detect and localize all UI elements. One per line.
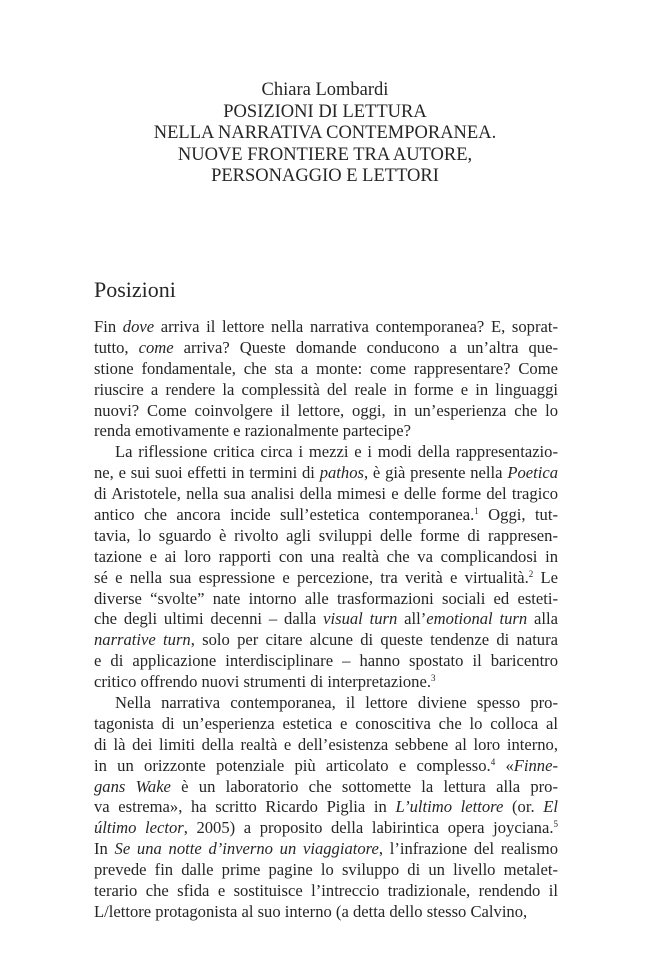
text-line: [94, 839, 558, 860]
italic-text: pathos: [319, 463, 364, 483]
text-line: [94, 693, 558, 714]
text-run: sé e nella sua espressione e percezione, tra verità e virtualità.: [94, 567, 529, 587]
text-line: [94, 317, 558, 338]
text-line: [94, 881, 558, 902]
text-run: terario che sfida e sostituisce l’intreccio tradizionale, rendendo il: [94, 881, 558, 901]
text-line: [94, 902, 558, 923]
text-line: [94, 735, 558, 756]
text-line: [94, 442, 558, 463]
text-run: prevede fin dalle prime pagine lo sviluppo di un livello metalet-: [94, 860, 558, 880]
text-run: , l’infrazione del realismo: [378, 839, 558, 859]
italic-text: El: [543, 797, 558, 817]
author-name: Chiara Lombardi: [261, 80, 389, 100]
text-run: arriva? Queste domande conducono a un’altra que-: [173, 337, 558, 357]
text-run: «: [495, 755, 514, 775]
footnote-ref: 5: [553, 819, 558, 830]
paragraph: [94, 317, 558, 442]
text-run: Le: [533, 567, 558, 587]
text-run: alla: [527, 609, 558, 629]
text-run: che degli ultimi decenni – dalla: [94, 609, 324, 629]
text-run: Oggi, tut-: [478, 505, 558, 525]
text-run: all’: [397, 609, 427, 629]
text-run: in un orizzonte potenziale più articolato e complesso.: [94, 755, 491, 775]
footnote-ref: 1: [474, 506, 479, 517]
italic-text: último lector: [94, 818, 184, 838]
text-run: arriva il lettore nella narrativa contemporanea? E, soprat-: [154, 317, 558, 336]
footnote-ref: 3: [431, 673, 436, 684]
text-line: [94, 672, 558, 693]
text-run: di Aristotele, nella sua analisi della mimesi e delle forme del tragico: [94, 484, 558, 504]
text-line: [94, 756, 558, 777]
text-line: [94, 860, 558, 881]
text-line: [94, 818, 558, 839]
text-line: [94, 526, 558, 547]
italic-text: Poetica: [507, 463, 558, 483]
italic-text: narrative turn: [94, 630, 191, 650]
text-run: tazione e ai loro rapporti con una realtà che va complicandosi in: [94, 546, 558, 566]
text-run: va estrema», ha scritto Ricardo Piglia in: [94, 797, 396, 817]
text-line: [94, 797, 558, 818]
footnote-ref: 4: [490, 756, 496, 767]
text-line: [94, 777, 558, 798]
text-run: Fin: [94, 317, 123, 336]
text-line: [94, 421, 558, 442]
text-line: [94, 609, 558, 630]
text-run: (or.: [503, 797, 544, 817]
text-run: Nella narrativa contemporanea, il lettore diviene spesso pro-: [115, 693, 558, 713]
text-run: riuscire a rendere la complessità del reale in forme e in linguaggi: [94, 379, 558, 399]
text-line: [94, 630, 558, 651]
text-run: ne, e sui suoi effetti in termini di: [94, 463, 320, 483]
text-run: di là dei limiti della realtà e dell’esistenza sebbene al loro interno,: [94, 734, 558, 754]
text-run: In: [94, 839, 115, 859]
paragraph: [94, 442, 558, 693]
text-run: L/lettore protagonista al suo interno (a detta dello stesso Calvino,: [94, 901, 528, 921]
body-text: [94, 317, 558, 923]
footnote-ref: 2: [528, 568, 534, 579]
text-line: [94, 463, 558, 484]
italic-text: visual turn: [323, 609, 398, 629]
italic-text: come: [138, 337, 174, 357]
italic-text: dove: [122, 317, 155, 336]
text-line: [94, 338, 558, 359]
text-run: antico che ancora incide sull’estetica contemporanea.: [94, 505, 475, 525]
italic-text: Se una notte d’inverno un viaggiatore: [114, 839, 379, 859]
chapter-title-line: POSIZIONI DI LETTURA: [223, 101, 427, 122]
text-run: , è già presente nella: [363, 463, 508, 483]
chapter-title-line: PERSONAGGIO E LETTORI: [211, 166, 439, 186]
text-run: tutto,: [94, 337, 139, 357]
text-line: [94, 484, 558, 505]
text-run: diverse “svolte” nate intorno alle trasformazioni sociali ed esteti-: [94, 588, 558, 608]
text-run: nuovi? Come coinvolgere il lettore, oggi, in un’esperienza che lo: [94, 400, 558, 420]
text-line: [94, 714, 558, 735]
text-line: [94, 380, 558, 401]
text-line: [94, 505, 558, 526]
text-run: e di applicazione interdisciplinare – hanno spostato il baricentro: [94, 651, 558, 671]
text-run: La riflessione critica circa i mezzi e i modi della rappresentazio-: [115, 442, 558, 462]
text-line: [94, 547, 558, 568]
text-run: è un laboratorio che sottomette la lettura alla pro-: [170, 776, 558, 796]
text-line: [94, 568, 558, 589]
chapter-header: [0, 80, 650, 188]
text-run: , solo per citare alcune di queste tendenze di natura: [190, 630, 558, 650]
text-run: stione fondamentale, che sta a monte: come rappresentare? Come: [94, 358, 558, 378]
chapter-title-line: NUOVE FRONTIERE TRA AUTORE,: [177, 144, 473, 165]
text-run: tagonista di un’esperienza estetica e conoscitiva che lo colloca al: [94, 713, 558, 733]
text-line: [94, 359, 558, 380]
text-run: tavia, lo sguardo è rivolto agli sviluppi delle forme di rappresen-: [94, 525, 558, 545]
section-heading: Posizioni: [94, 277, 176, 302]
paragraph: [94, 693, 558, 923]
text-run: , 2005) a proposito della labirintica opera joyciana.: [183, 818, 554, 838]
italic-text: Finne-: [513, 755, 558, 775]
italic-text: emotional turn: [426, 609, 528, 629]
text-line: [94, 401, 558, 422]
text-line: [94, 651, 558, 672]
italic-text: L’ultimo lettore: [395, 797, 504, 817]
italic-text: gans Wake: [94, 776, 171, 796]
text-run: renda emotivamente e razionalmente partecipe?: [94, 421, 411, 441]
text-run: critico offrendo nuovi strumenti di interpretazione.: [94, 672, 431, 692]
chapter-title-line: NELLA NARRATIVA CONTEMPORANEA.: [153, 123, 497, 143]
text-line: [94, 589, 558, 610]
